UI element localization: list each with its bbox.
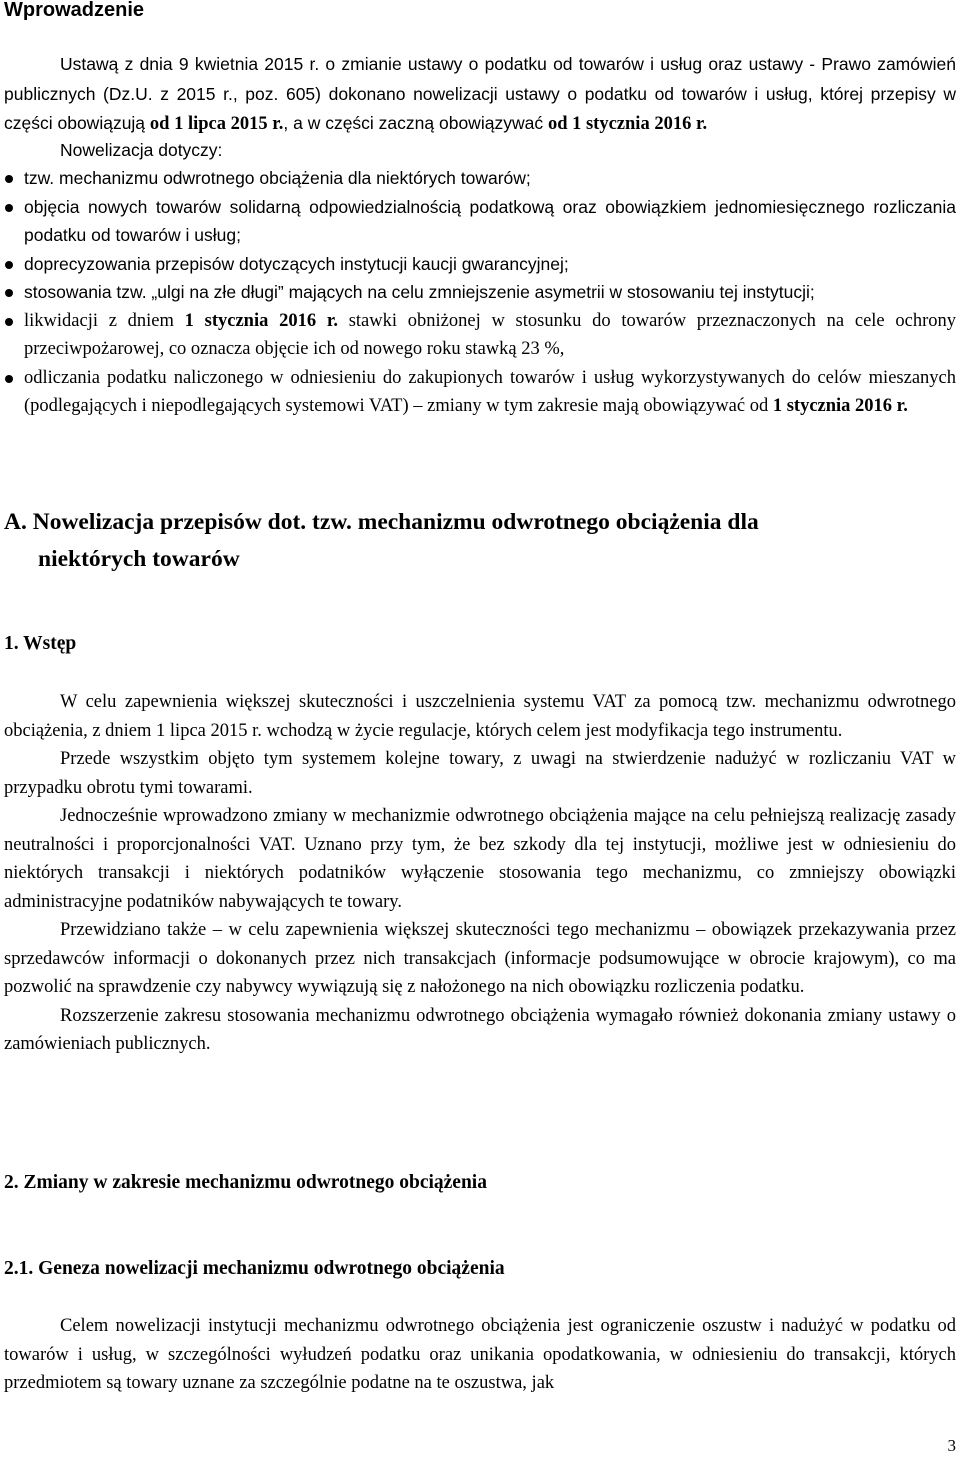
bullet-icon — [5, 318, 13, 326]
paragraph: Przede wszystkim objęto tym systemem kolejne towary, z uwagi na stwierdzenie nadużyć w rozliczaniu VAT w przypadku obrotu tymi towarami. — [4, 749, 956, 798]
bullet-icon — [5, 204, 13, 212]
section-1-heading: 1. Wstęp — [4, 633, 77, 654]
section-2-1-paragraph: Celem nowelizacji instytucji mechanizmu odwrotnego obciążenia jest ograniczenie oszustw i nadużyć w podatku od towarów i usług, w szczególności wyłudzeń podatku oraz unikania opodatkowania, w odniesieniu do transakcji, których przedmiotem są towary uznane za szczególnie podatne na te oszustwa, jak — [4, 1316, 956, 1393]
list-item: likwidacji z dniem 1 stycznia 2016 r. stawki obniżonej w stosunku do towarów przeznaczonych na cele ochrony przeciwpożarowej, co oznacza objęcie ich od nowego roku stawką 23 %, — [4, 307, 956, 364]
bullet-icon — [5, 289, 13, 297]
section-2-1-heading: 2.1. Geneza nowelizacji mechanizmu odwrotnego obciążenia — [4, 1258, 505, 1279]
paragraph: Przewidziano także – w celu zapewnienia większej skuteczności tego mechanizmu – obowiązek przekazywania przez sprzedawców informacji o dokonanych przez nich transakcjach (informacje podsumowujące w obrocie krajowym), co ma pozwolić na sprawdzenie czy nabywcy wywiązują się z nałożonego na nich obowiązku rozliczenia podatku. — [4, 920, 956, 997]
list-item: odliczania podatku naliczonego w odniesieniu do zakupionych towarów i usług wykorzystywanych do celów mieszanych (podlegających i niepodlegających systemowi VAT) – zmiany w tym zakresie mają obowiązywać od 1 stycznia 2016 r. — [4, 364, 956, 421]
page-number: 3 — [947, 1436, 956, 1455]
intro-lead: Nowelizacja dotyczy: — [60, 140, 223, 160]
section-2-heading: 2. Zmiany w zakresie mechanizmu odwrotnego obciążenia — [4, 1172, 487, 1193]
section-a-heading: A. Nowelizacja przepisów dot. tzw. mechanizmu odwrotnego obciążenia dla niektórych towarów — [4, 509, 759, 572]
bullet-icon — [5, 261, 13, 269]
list-item: doprecyzowania przepisów dotyczących instytucji kaucji gwarancyjnej; — [4, 250, 956, 279]
intro-paragraph: Ustawą z dnia 9 kwietnia 2015 r. o zmianie ustawy o podatku od towarów i usług oraz ustawy - Prawo zamówień publicznych (Dz.U. z 2015 r., poz. 605) dokonano nowelizacji ustawy o podatku od towarów i usług, której przepisy w części obowiązują od 1 lipca 2015 r., a w części zaczną obowiązywać od 1 stycznia 2016 r. — [4, 54, 956, 134]
amendment-list — [4, 164, 956, 421]
list-item: stosowania tzw. „ulgi na złe długi” mających na celu zmniejszenie asymetrii w stosowaniu tej instytucji; — [4, 278, 956, 307]
bullet-icon — [5, 175, 13, 183]
list-item: tzw. mechanizmu odwrotnego obciążenia dla niektórych towarów; — [4, 164, 956, 193]
bullet-icon — [5, 375, 13, 383]
intro-heading: Wprowadzenie — [4, 0, 145, 21]
paragraph: W celu zapewnienia większej skuteczności i uszczelnienia systemu VAT za pomocą tzw. mechanizmu odwrotnego obciążenia, z dniem 1 lipca 2015 r. wchodzą w życie regulacje, których celem jest modyfikacja tego instrumentu. — [4, 692, 956, 741]
paragraph: Rozszerzenie zakresu stosowania mechanizmu odwrotnego obciążenia wymagało również dokonania zmiany ustawy o zamówieniach publicznych. — [4, 1005, 956, 1054]
section-1-body — [4, 688, 956, 1059]
paragraph: Jednocześnie wprowadzono zmiany w mechanizmie odwrotnego obciążenia mające na celu pełniejszą realizację zasady neutralności i proporcjonalności VAT. Uznano przy tym, że bez szkody dla tej instytucji, możliwe jest w odniesieniu do niektórych transakcji i niektórych podatników wyłączenie stosowania tego mechanizmu, co zmniejszy obowiązki administracyjne podatników nabywających te towary. — [4, 806, 956, 912]
list-item: objęcia nowych towarów solidarną odpowiedzialnością podatkową oraz obowiązkiem jednomiesięcznego rozliczania podatku od towarów i usług; — [4, 193, 956, 250]
